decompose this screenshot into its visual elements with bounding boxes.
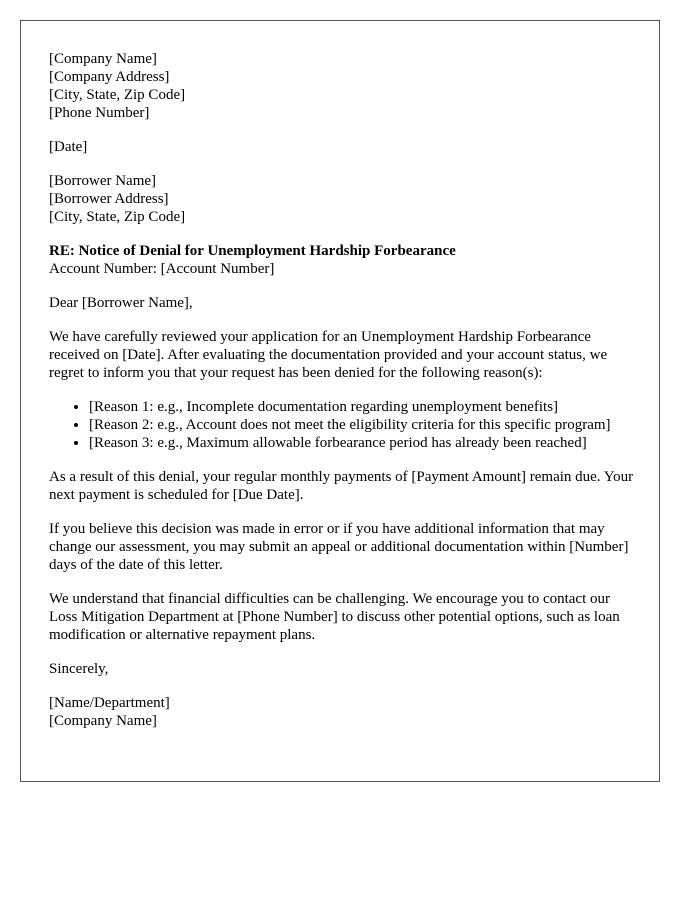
signer-name: [Name/Department] bbox=[49, 695, 170, 711]
subject-block bbox=[49, 242, 631, 278]
signer-company: [Company Name] bbox=[49, 713, 157, 729]
letter-date bbox=[49, 138, 631, 156]
intro-paragraph: We have carefully reviewed your application for an Unemployment Hardship Forbearance received on [Date]. After evaluating the documentation provided and your account status, we regret to inform you that your request has been denied for the following reason(s): bbox=[49, 329, 608, 381]
valediction: Sincerely, bbox=[49, 661, 109, 677]
signature-block bbox=[49, 694, 631, 730]
date-text: [Date] bbox=[49, 139, 88, 155]
sender-city-state-zip: [City, State, Zip Code] bbox=[49, 87, 186, 103]
account-number-line: Account Number: [Account Number] bbox=[49, 261, 275, 277]
appeal-paragraph: If you believe this decision was made in error or if you have additional information that may change our assessment, you may submit an appeal or additional documentation within [Number] days of the date of this letter. bbox=[49, 521, 629, 573]
contact-paragraph: We understand that financial difficulties can be challenging. We encourage you to contact our Loss Mitigation Department at [Phone Number] to discuss other potential options, such as loan modification or alternative repayment plans. bbox=[49, 591, 620, 643]
sender-company-address: [Company Address] bbox=[49, 69, 170, 85]
sender-company-name: [Company Name] bbox=[49, 51, 157, 67]
payments-paragraph: As a result of this denial, your regular monthly payments of [Payment Amount] remain due. Your next payment is scheduled for [Due Date]. bbox=[49, 469, 634, 503]
recipient-address-block bbox=[49, 172, 631, 226]
salutation: Dear [Borrower Name], bbox=[49, 295, 193, 311]
reasons-list bbox=[49, 398, 639, 452]
sender-address-block bbox=[49, 50, 631, 122]
reason-item: • [Reason 1: e.g., Incomplete documentation regarding unemployment benefits] bbox=[89, 398, 639, 416]
letter-page bbox=[20, 20, 660, 782]
reason-item: • [Reason 2: e.g., Account does not meet the eligibility criteria for this specific program] bbox=[89, 416, 639, 434]
reason-item: • [Reason 3: e.g., Maximum allowable forbearance period has already been reached] bbox=[89, 434, 639, 452]
recipient-city-state-zip: [City, State, Zip Code] bbox=[49, 209, 186, 225]
recipient-address: [Borrower Address] bbox=[49, 191, 169, 207]
sender-phone: [Phone Number] bbox=[49, 105, 150, 121]
recipient-name: [Borrower Name] bbox=[49, 173, 157, 189]
subject-line: RE: Notice of Denial for Unemployment Hardship Forbearance bbox=[49, 243, 456, 259]
